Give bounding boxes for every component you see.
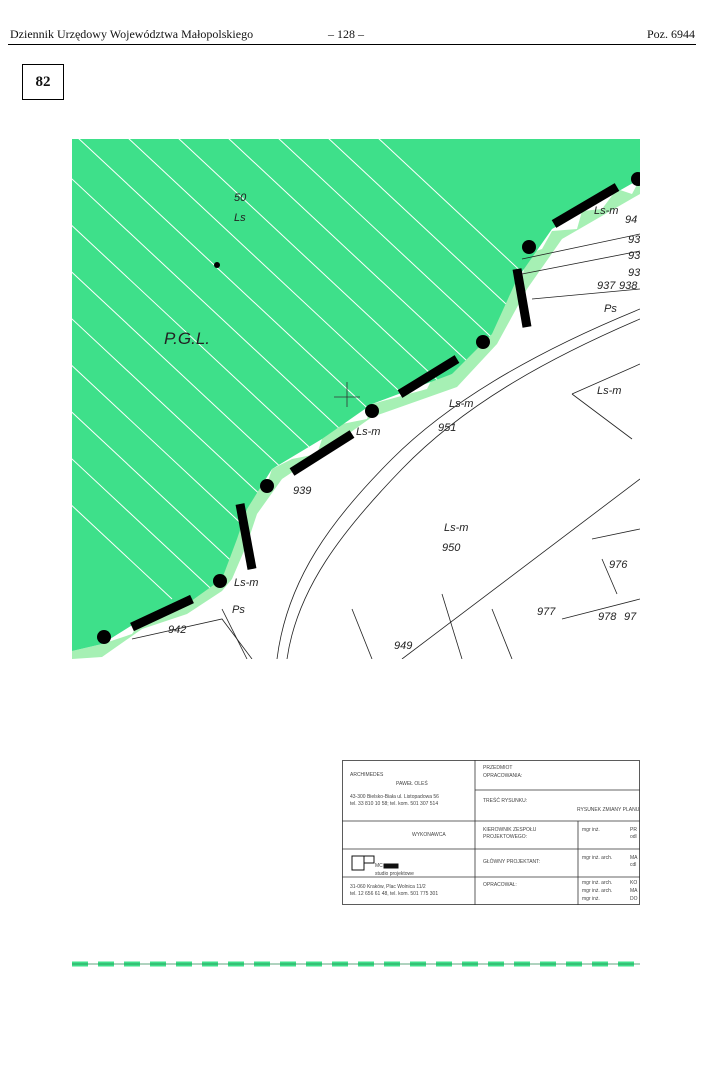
label-parcel-942: 942 [168, 624, 187, 636]
label-parcel-949: 949 [394, 640, 413, 652]
tb-content: TREŚĆ RYSUNKU: [483, 798, 528, 804]
label-ps-left: Ps [232, 604, 245, 616]
tb-address-4: tel. 12 656 61 48, tel. kom. 501 775 301 [350, 891, 439, 897]
label-pgl: P.G.L. [164, 329, 210, 348]
tb-chief-x2: cdl [630, 862, 637, 868]
label-parcel-938: 938 [619, 280, 638, 292]
tb-chief: GŁÓWNY PROJEKTANT: [483, 859, 541, 865]
label-lsm-upper-road: Ls-m [449, 398, 474, 410]
tb-mc: MC [375, 863, 383, 869]
annex-number-box: 82 [22, 64, 64, 100]
title-block [342, 760, 640, 905]
label-parcel-97: 97 [624, 611, 637, 623]
label-parcel-94x: 94 [625, 214, 638, 226]
tb-lead-x2: odl [630, 834, 637, 840]
tb-prep-3x: DO [630, 896, 638, 902]
tb-prep-3: mgr inż. [582, 896, 600, 902]
tb-prep-1x: KO [630, 880, 638, 886]
tb-address-3: 31-060 Kraków, Plac Wolnica 11/2 [350, 884, 426, 890]
page-counter: – 128 – [328, 27, 364, 41]
tb-subject: PRZEDMIOT [483, 765, 513, 771]
map-excerpt [72, 139, 640, 659]
tb-prep: OPRACOWAŁ: [483, 882, 517, 888]
label-parcel-93a: 93 [628, 234, 640, 246]
tb-content-value: RYSUNEK ZMIANY PLANU [577, 807, 640, 813]
tb-chief-name: mgr inż. arch. [582, 855, 613, 861]
position-number: Poz. 6944 [647, 27, 695, 41]
label-lsm-right: Ls-m [597, 385, 622, 397]
label-parcel-937: 937 [597, 280, 616, 292]
tb-chief-x: MA [630, 855, 638, 861]
page-header [10, 24, 695, 44]
label-parcel-93c: 93 [628, 267, 640, 279]
tb-prep-2: mgr inż. arch. [582, 888, 613, 894]
label-parcel-93b: 93 [628, 250, 640, 262]
tb-prep-2x: MA [630, 888, 638, 894]
tb-prep-1: mgr inż. arch. [582, 880, 613, 886]
label-parcel-951: 951 [438, 422, 457, 434]
tb-executor: WYKONAWCA [412, 832, 446, 838]
label-parcel-950: 950 [442, 542, 461, 554]
label-ls: Ls [234, 212, 246, 224]
tb-lead-name: mgr inż. [582, 827, 600, 833]
tb-address-2: tel. 33 810 10 58; tel. kom. 501 307 514 [350, 801, 439, 807]
label-lsm-middle: Ls-m [356, 426, 381, 438]
legend-strip [72, 957, 640, 971]
label-ps-right: Ps [604, 303, 617, 315]
map-drawing [72, 139, 640, 659]
label-parcel-977: 977 [537, 606, 556, 618]
tb-lead-x: PR [630, 827, 637, 833]
label-parcel-976: 976 [609, 559, 628, 571]
legend-strip-line [72, 957, 640, 971]
tb-studio: studio projektowe [375, 871, 414, 877]
tb-address-1: 43-300 Bielsko-Biała ul. Listopadowa 56 [350, 794, 439, 800]
label-parcel-939: 939 [293, 485, 312, 497]
label-lsm-lower: Ls-m [444, 522, 469, 534]
label-parcel-50: 50 [234, 192, 247, 204]
label-lsm-left: Ls-m [234, 577, 259, 589]
tb-lead-2: PROJEKTOWEGO: [483, 834, 528, 840]
tb-lead: KIEROWNIK ZESPOŁU [483, 827, 537, 833]
journal-title: Dziennik Urzędowy Województwa Małopolskiego [10, 27, 254, 41]
label-parcel-978: 978 [598, 611, 617, 623]
header-rule [8, 44, 696, 45]
tb-firm: ARCHIMEDES [350, 772, 384, 778]
label-lsm-top: Ls-m [594, 205, 619, 217]
tb-subject-2: OPRACOWANIA: [483, 773, 523, 779]
tb-owner: PAWEŁ OLEŚ [396, 781, 428, 787]
